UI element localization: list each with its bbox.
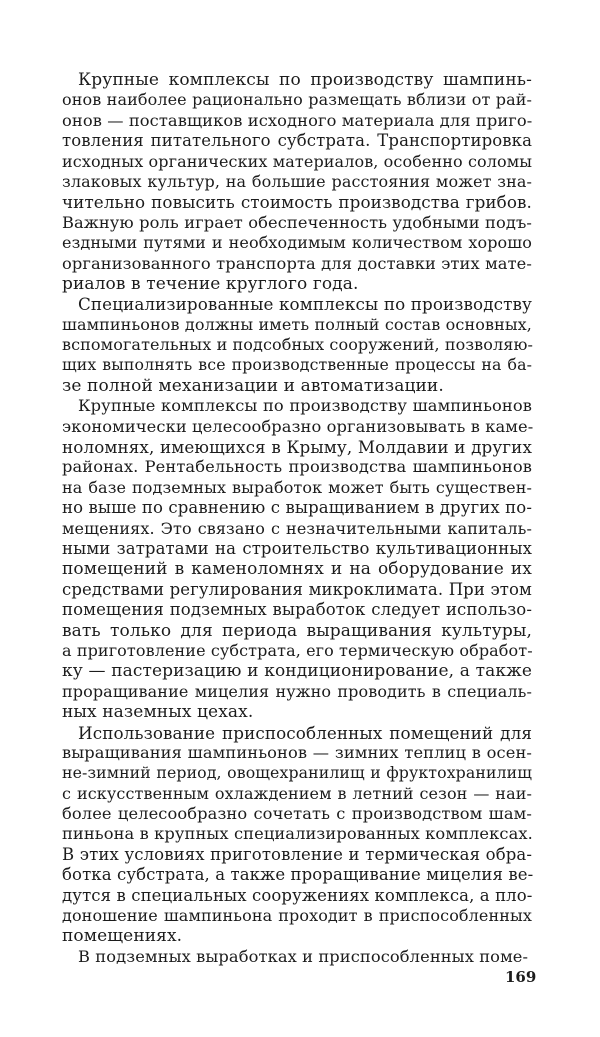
- text-line: с искусственным охлаждением в летний сезон — наи-: [62, 783, 532, 803]
- text-line: Важную роль играет обеспеченность удобными подъ-: [62, 212, 532, 232]
- text-line: а приготовление субстрата, его термическую обработ-: [62, 640, 533, 660]
- text-line: доношение шампиньона проходит в приспособленных: [62, 906, 532, 926]
- text-line: пиньона в крупных специализированных комплексах.: [62, 824, 533, 844]
- text-line: Крупные комплексы по производству шампиньонов: [78, 396, 532, 416]
- text-line: злаковых культур, на большие расстояния может зна-: [62, 171, 532, 191]
- text-line: онов наиболее рационально размещать вблизи от рай-: [62, 90, 532, 110]
- page-number: 169: [505, 968, 537, 986]
- text-line: ку — пастеризацию и кондиционирование, а также: [62, 661, 532, 682]
- text-line: ноломнях, имеющихся в Крыму, Молдавии и других: [62, 437, 532, 458]
- text-line: риалов в течение круглого года.: [62, 273, 359, 294]
- text-line: вспомогательных и подсобных сооружений, позволяю-: [62, 335, 533, 355]
- text-line: исходных органических материалов, особенно соломы: [62, 151, 533, 171]
- paragraph: [62, 396, 532, 722]
- text-line: В подземных выработках и приспособленных поме-: [78, 946, 529, 966]
- text-line: Крупные комплексы по производству шампинь-: [78, 70, 532, 90]
- text-line: организованного транспорта для доставки этих мате-: [62, 253, 532, 273]
- text-line: районах. Рентабельность производства шампиньонов: [62, 457, 532, 477]
- text-line: шампиньонов должны иметь полный состав основных,: [62, 314, 532, 334]
- text-line: ботка субстрата, а также проращивание мицелия ве-: [62, 865, 534, 885]
- text-line: онов — поставщиков исходного материала для приго-: [62, 110, 533, 130]
- text-line: чительно повысить стоимость производства грибов.: [62, 192, 532, 213]
- text-line: зе полной механизации и автоматизации.: [62, 375, 444, 396]
- text-line: на базе подземных выработок может быть существен-: [62, 477, 532, 497]
- text-line: ных наземных цехах.: [62, 702, 254, 723]
- text-line: товления питательного субстрата. Транспортировка: [62, 131, 532, 151]
- text-line: помещений в каменоломнях и на оборудование их: [62, 559, 532, 580]
- text-line: мещениях. Это связано с незначительными капиталь-: [62, 518, 532, 538]
- text-line: вать только для периода выращивания культуры,: [62, 620, 532, 641]
- text-line: средствами регулирования микроклимата. При этом: [62, 579, 532, 599]
- text-line: выращивания шампиньонов — зимних теплиц в осен-: [62, 742, 532, 762]
- text-line: ными затратами на строительство культивационных: [62, 538, 532, 558]
- text-line: Специализированные комплексы по производству: [78, 294, 532, 315]
- text-line: В этих условиях приготовление и термическая обра-: [62, 844, 532, 864]
- text-line: проращивание мицелия нужно проводить в специаль-: [62, 681, 532, 701]
- text-line: щих выполнять все производственные процессы на ба-: [62, 355, 532, 375]
- text-line: дутся в специальных сооружениях комплекса, а пло-: [62, 885, 533, 905]
- paragraph: [62, 723, 532, 947]
- text-line: экономически целесообразно организовывать в каме-: [62, 416, 534, 436]
- text-line: помещениях.: [62, 926, 183, 947]
- paragraph: [62, 294, 532, 396]
- body-text: [62, 70, 532, 967]
- text-line: ездными путями и необходимым количеством хорошо: [62, 233, 532, 253]
- paragraph: [62, 947, 532, 967]
- text-line: Использование приспособленных помещений для: [78, 722, 532, 743]
- paragraph: [62, 70, 532, 294]
- text-line: более целесообразно сочетать с производством шам-: [62, 804, 532, 824]
- text-line: не-зимний период, овощехранилищ и фруктохранилищ: [62, 763, 532, 783]
- text-line: помещения подземных выработок следует использо-: [62, 600, 532, 620]
- text-line: но выше по сравнению с выращиванием в других по-: [62, 498, 532, 518]
